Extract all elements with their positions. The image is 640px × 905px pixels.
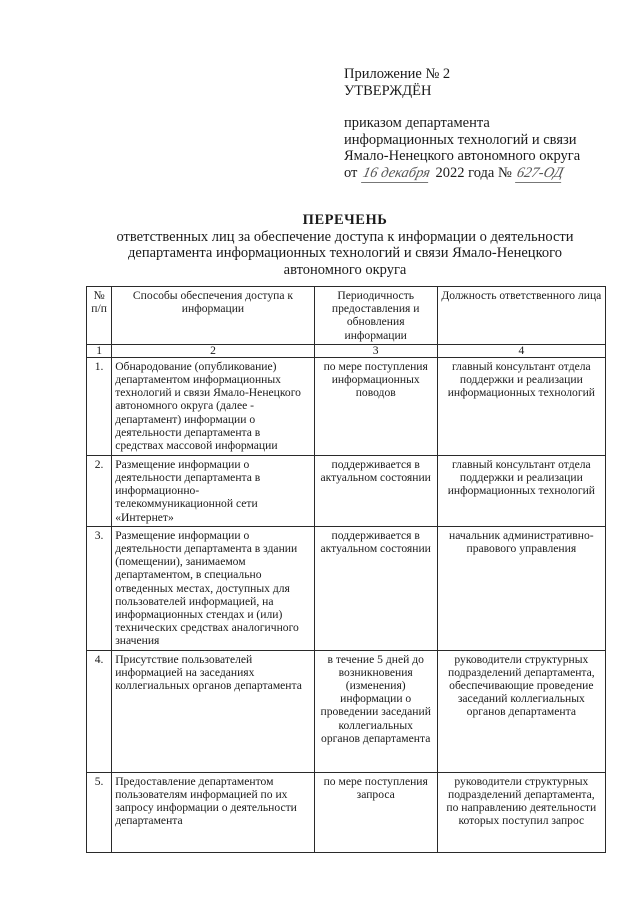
table-row [87, 526, 606, 650]
approved-label: УТВЕРЖДЁН [344, 82, 432, 99]
column-number: 3 [314, 344, 437, 357]
row-period: по мере поступления информационных поводов [314, 357, 437, 455]
header-period: Периодичность предоставления и обновления информации [314, 287, 437, 345]
number-signature: 627-ОД [515, 164, 566, 181]
row-number: 3. [87, 526, 112, 650]
table-row [87, 650, 606, 772]
row-number: 1. [87, 357, 112, 455]
row-responsible: начальник административно-правового управления [437, 526, 605, 650]
header-responsible: Должность ответственного лица [437, 287, 605, 345]
row-method: Предоставление департаментом пользователям информацией по их запросу информации о деятельности департамента [112, 772, 315, 852]
document-title [90, 212, 600, 278]
column-number: 1 [87, 344, 112, 357]
responsibility-table [86, 286, 606, 853]
approval-block [344, 66, 580, 182]
table-row [87, 455, 606, 526]
row-period: поддерживается в актуальном состоянии [314, 526, 437, 650]
row-period: в течение 5 дней до возникновения (изменения) информации о проведении заседаний коллегиальных органов департамента [314, 650, 437, 772]
title-heading: ПЕРЕЧЕНЬ [302, 212, 388, 228]
row-method: Присутствие пользователей информацией на заседаниях коллегиальных органов департамента [112, 650, 315, 772]
header-method: Способы обеспечения доступа к информации [112, 287, 315, 345]
date-prefix: от [344, 164, 358, 181]
date-signature: 16 декабря [361, 164, 432, 181]
row-responsible: главный консультант отдела поддержки и реализации информационных технологий [437, 357, 605, 455]
column-number: 2 [112, 344, 315, 357]
row-method: Обнародование (опубликование) департаментом информационных технологий и связи Ямало-Ненецкого автономного округа (далее - департамент) информации о деятельности департамента в средствах массовой информации [112, 357, 315, 455]
order-line-3: Ямало-Ненецкого автономного округа [344, 148, 581, 164]
order-line-1: приказом департамента [344, 115, 490, 131]
date-year: 2022 года № [435, 164, 512, 181]
column-number: 4 [437, 344, 605, 357]
appendix-label: Приложение № 2 [344, 66, 451, 82]
column-number-row [87, 344, 606, 357]
row-method: Размещение информации о деятельности департамента в информационно-телекоммуникационной сети «Интернет» [112, 455, 315, 526]
order-date-line [344, 165, 580, 183]
order-line-2: информационных технологий и связи [344, 131, 577, 148]
table-row [87, 772, 606, 852]
row-number: 4. [87, 650, 112, 772]
row-period: поддерживается в актуальном состоянии [314, 455, 437, 526]
table-header-row [87, 287, 606, 345]
title-line-3: автономного округа [283, 261, 407, 278]
header-number: № п/п [87, 287, 112, 345]
row-responsible: руководители структурных подразделений департамента, обеспечивающие проведение заседаний коллегиальных органов департамента [437, 650, 605, 772]
row-method: Размещение информации о деятельности департамента в здании (помещении), занимаемом департаментом, в специально отведенных местах, доступных для пользователей информацией, на информационных стендах и (или) технических средствах аналогичного значения [112, 526, 315, 650]
row-period: по мере поступления запроса [314, 772, 437, 852]
row-number: 2. [87, 455, 112, 526]
title-line-2: департамента информационных технологий и связи Ямало-Ненецкого [128, 245, 562, 261]
row-responsible: руководители структурных подразделений департамента, по направлению деятельности которых поступил запрос [437, 772, 605, 852]
row-responsible: главный консультант отдела поддержки и реализации информационных технологий [437, 455, 605, 526]
title-line-1: ответственных лиц за обеспечение доступа к информации о деятельности [116, 228, 574, 245]
row-number: 5. [87, 772, 112, 852]
table-row [87, 357, 606, 455]
